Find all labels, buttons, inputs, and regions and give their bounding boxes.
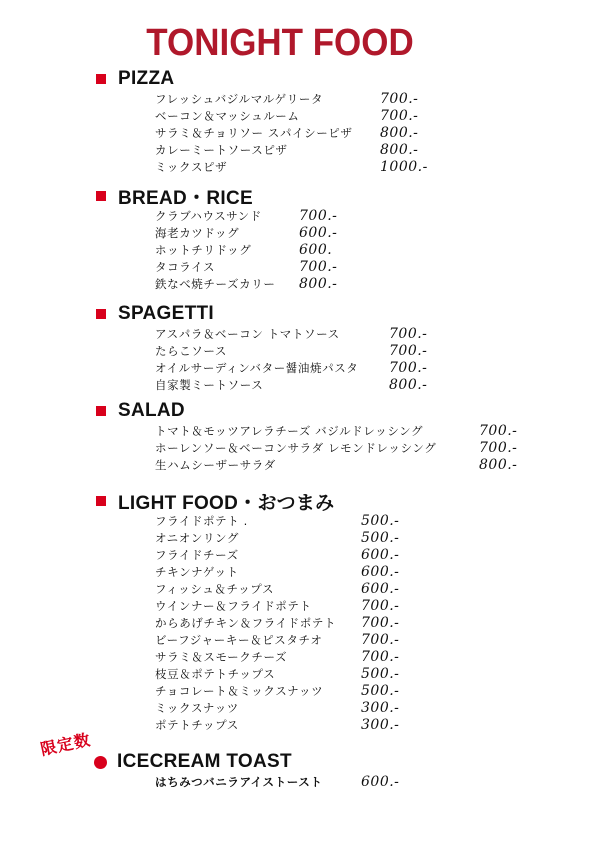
menu-item-price: 600.-: [361, 581, 400, 597]
menu-item-name: ベーコン＆マッシュルーム: [155, 109, 300, 123]
menu-item-price: 500.-: [361, 683, 400, 699]
menu-item-price: 600.-: [361, 774, 400, 790]
menu-item-price: 500.-: [361, 530, 400, 546]
section-heading: PIZZA: [118, 68, 175, 89]
menu-item: [155, 242, 337, 259]
menu-item: [155, 649, 399, 666]
menu-list: [155, 423, 517, 474]
section-heading: BREAD・RICE: [118, 187, 253, 209]
limited-badge: 限定数: [38, 729, 93, 760]
menu-item: [155, 208, 337, 225]
menu-item: [155, 513, 399, 530]
menu-list: [155, 208, 337, 293]
menu-item-price: 800.-: [389, 377, 428, 393]
menu-item: [155, 377, 427, 394]
menu-item-name: タコライス: [155, 260, 216, 274]
menu-item-name: サラミ＆スモークチーズ: [155, 650, 288, 664]
menu-item: [155, 423, 517, 440]
menu-item: [155, 717, 399, 734]
menu-item-price: 800.-: [479, 457, 518, 473]
square-bullet-icon: [96, 191, 106, 201]
menu-item-name: オニオンリング: [155, 531, 240, 545]
menu-item-name: フィッシュ＆チップス: [155, 582, 275, 596]
menu-item-name: 海老カツドッグ: [155, 226, 240, 240]
section-heading: ICECREAM TOAST: [117, 751, 292, 772]
menu-item: [155, 225, 337, 242]
menu-item-price: 700.-: [299, 208, 338, 224]
menu-item-name: ホーレンソー＆ベーコンサラダ レモンドレッシング: [155, 441, 437, 455]
menu-item-name: アスパラ＆ベーコン トマトソース: [155, 327, 340, 341]
menu-item: [155, 615, 399, 632]
menu-item-price: 600.: [299, 242, 333, 258]
section-spagetti: [96, 302, 427, 394]
section-pizza: [96, 67, 428, 176]
menu-item: [155, 91, 428, 108]
section-light-food: [96, 489, 399, 734]
menu-item-name: からあげチキン＆フライドポテト: [155, 616, 337, 630]
menu-item-price: 300.-: [361, 717, 400, 733]
menu-item: [155, 530, 399, 547]
menu-item: [155, 343, 427, 360]
section-bread-rice: [96, 184, 337, 293]
menu-item-name: ミックスナッツ: [155, 701, 239, 715]
menu-item-name: 鉄なべ焼チーズカリー: [155, 277, 276, 291]
square-bullet-icon: [96, 496, 106, 506]
menu-item: [155, 547, 399, 564]
menu-item-price: 800.-: [299, 276, 338, 292]
menu-item-price: 700.-: [299, 259, 338, 275]
round-bullet-icon: [94, 756, 107, 769]
menu-item: [155, 666, 399, 683]
menu-list: [155, 513, 399, 734]
menu-item: [155, 581, 399, 598]
menu-list: [155, 326, 427, 394]
menu-item-name: フレッシュバジルマルゲリータ: [155, 92, 324, 106]
menu-item-name: 自家製ミートソース: [155, 378, 264, 392]
menu-item-name: クラブハウスサンド: [155, 209, 262, 223]
menu-item-price: 500.-: [361, 666, 400, 682]
menu-item: [155, 564, 399, 581]
menu-item-price: 500.-: [361, 513, 400, 529]
menu-item-price: 700.-: [361, 598, 400, 614]
square-bullet-icon: [96, 309, 106, 319]
menu-item-price: 600.-: [361, 547, 400, 563]
menu-item: [155, 457, 517, 474]
section-salad: [96, 399, 517, 474]
menu-item: [155, 276, 337, 293]
menu-item-name: ミックスピザ: [155, 160, 228, 174]
menu-item-name: 生ハムシーザーサラダ: [155, 458, 276, 472]
menu-item-name: たらこソース: [155, 344, 228, 358]
menu-item: [155, 632, 399, 649]
menu-item-price: 600.-: [361, 564, 400, 580]
menu-item-name: ホットチリドッグ: [155, 243, 252, 257]
menu-item: [155, 159, 428, 176]
square-bullet-icon: [96, 406, 106, 416]
menu-item-price: 700.-: [479, 440, 518, 456]
menu-item-name: 枝豆＆ポテトチップス: [155, 667, 276, 681]
menu-item: [155, 598, 399, 615]
menu-item-price: 300.-: [361, 700, 400, 716]
menu-item: [155, 700, 399, 717]
menu-item-price: 700.-: [380, 91, 419, 107]
menu-item-name: フライドポテト .: [155, 514, 248, 528]
section-heading: LIGHT FOOD・おつまみ: [118, 492, 335, 514]
menu-item-name: ポテトチップス: [155, 718, 239, 732]
menu-list: [155, 774, 399, 791]
menu-item-name: カレーミートソースピザ: [155, 143, 288, 157]
menu-list: [155, 91, 428, 176]
menu-item-name: チョコレート＆ミックスナッツ: [155, 684, 324, 698]
menu-item-price: 700.-: [361, 615, 400, 631]
menu-item-price: 700.-: [361, 649, 400, 665]
menu-item-name: ビーフジャーキー＆ピスタチオ: [155, 633, 323, 647]
menu-item-name: フライドチーズ: [155, 548, 239, 562]
menu-item-price: 600.-: [299, 225, 338, 241]
menu-item-price: 700.-: [380, 108, 419, 124]
menu-item-price: 700.-: [361, 632, 400, 648]
menu-item-price: 700.-: [389, 343, 428, 359]
section-heading: SALAD: [118, 400, 185, 421]
menu-item-price: 800.-: [380, 142, 419, 158]
menu-item-price: 800.-: [380, 125, 419, 141]
section-icecream-toast: [96, 750, 399, 791]
menu-item: [155, 125, 428, 142]
section-heading: SPAGETTI: [118, 303, 214, 324]
menu-item: [155, 259, 337, 276]
menu-item-name: サラミ＆チョリソー スパイシーピザ: [155, 126, 353, 140]
menu-item-name: はちみつバニラアイストースト: [155, 775, 323, 789]
menu-item-price: 1000.-: [380, 159, 428, 175]
menu-item: [155, 360, 427, 377]
menu-item-price: 700.-: [389, 360, 428, 376]
menu-item-name: ウインナー＆フライドポテト: [155, 599, 312, 613]
menu-item: [155, 142, 428, 159]
menu-item-price: 700.-: [389, 326, 428, 342]
menu-item: [155, 774, 399, 791]
menu-item: [155, 440, 517, 457]
menu-item-price: 700.-: [479, 423, 518, 439]
page-title: TONIGHT FOOD: [146, 22, 414, 64]
menu-item-name: オイルサーディンバター醤油焼パスタ: [155, 361, 359, 375]
menu-item-name: チキンナゲット: [155, 565, 239, 579]
menu-item: [155, 683, 399, 700]
square-bullet-icon: [96, 74, 106, 84]
menu-item: [155, 326, 427, 343]
menu-item-name: トマト＆モッツアレラチーズ バジルドレッシング: [155, 424, 424, 438]
menu-item: [155, 108, 428, 125]
